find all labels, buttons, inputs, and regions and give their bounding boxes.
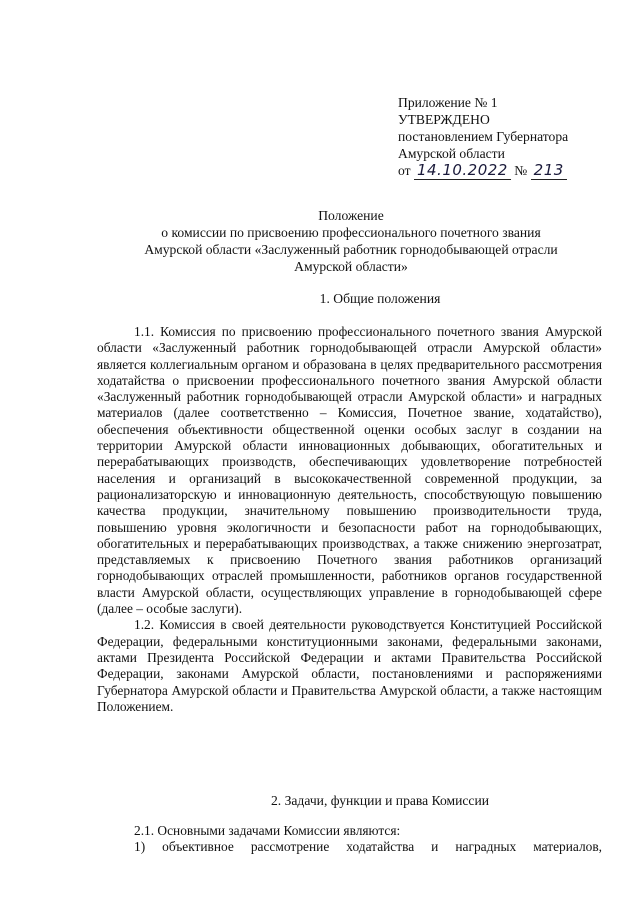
appendix-label: Приложение № 1	[398, 95, 498, 110]
title-line-2: о комиссии по присвоению профессионального почетного звания	[161, 225, 541, 240]
approved-label: УТВЕРЖДЕНО	[398, 112, 490, 127]
date-prefix: от	[398, 163, 411, 178]
paragraph-1-2: 1.2. Комиссия в своей деятельности руководствуется Конституцией Российской Федерации, федеральными конституционными законами, федеральными законами, актами Президента Российской Федерации и актами Правительства Российской Федерации, законами Амурской области, постановлениями и распоряжениями Губернатора Амурской области и Правительства Амурской области, а также настоящим Положением.	[97, 617, 602, 714]
section-1-body	[97, 324, 602, 715]
region-label: Амурской области	[398, 146, 505, 161]
decree-label: постановлением Губернатора	[398, 129, 569, 144]
paragraph-2-1: 2.1. Основными задачами Комиссии являются:	[134, 823, 401, 838]
section-2-body	[97, 823, 602, 856]
paragraph-2-1-item-1: 1) объективное рассмотрение ходатайства и наградных материалов,	[134, 839, 602, 855]
title-line-3: Амурской области «Заслуженный работник горнодобывающей отрасли	[144, 242, 558, 257]
title-line-1: Положение	[318, 208, 384, 223]
title-line-4: Амурской области»	[294, 259, 408, 274]
approval-stamp-block	[398, 94, 618, 179]
number-prefix: №	[514, 163, 528, 178]
handwritten-number: 213	[531, 161, 567, 180]
section-2-heading: 2. Задачи, функции и права Комиссии	[271, 793, 489, 808]
decree-date-line	[398, 162, 618, 179]
section-1-heading: 1. Общие положения	[319, 291, 441, 306]
handwritten-date: 14.10.2022	[414, 161, 511, 180]
paragraph-1-1: 1.1. Комиссия по присвоению профессионального почетного звания Амурской области «Заслуженный работник горнодобывающей отрасли Амурской области» является коллегиальным органом и образована в целях предварительного рассмотрения ходатайства о присвоении профессионального почетного звания Амурской области «Заслуженный работник горнодобывающей отрасли Амурской области» и наградных материалов (далее соответственно – Комиссия, Почетное звание, ходатайство), обеспечения объективности общественной оценки особых заслуг в создании на территории Амурской области инновационных добывающих, обогатительных и перерабатывающих производств, обеспечивающих удовлетворение потребностей населения и организаций в высококачественной современной продукции, за рационализаторскую и инновационную деятельность, способствующую повышению качества продукции, значительному повышению производительности труда, повышению уровня экологичности и безопасности работ на горнодобывающих, обогатительных и перерабатывающих производствах, а также снижению энергозатрат, представляемых к присвоению Почетного звания работников организаций горнодобывающих отраслей промышленности, работников органов государственной власти Амурской области, осуществляющих управление в горнодобывающей сфере (далее – особые заслуги).	[97, 324, 602, 617]
document-title	[96, 207, 606, 275]
